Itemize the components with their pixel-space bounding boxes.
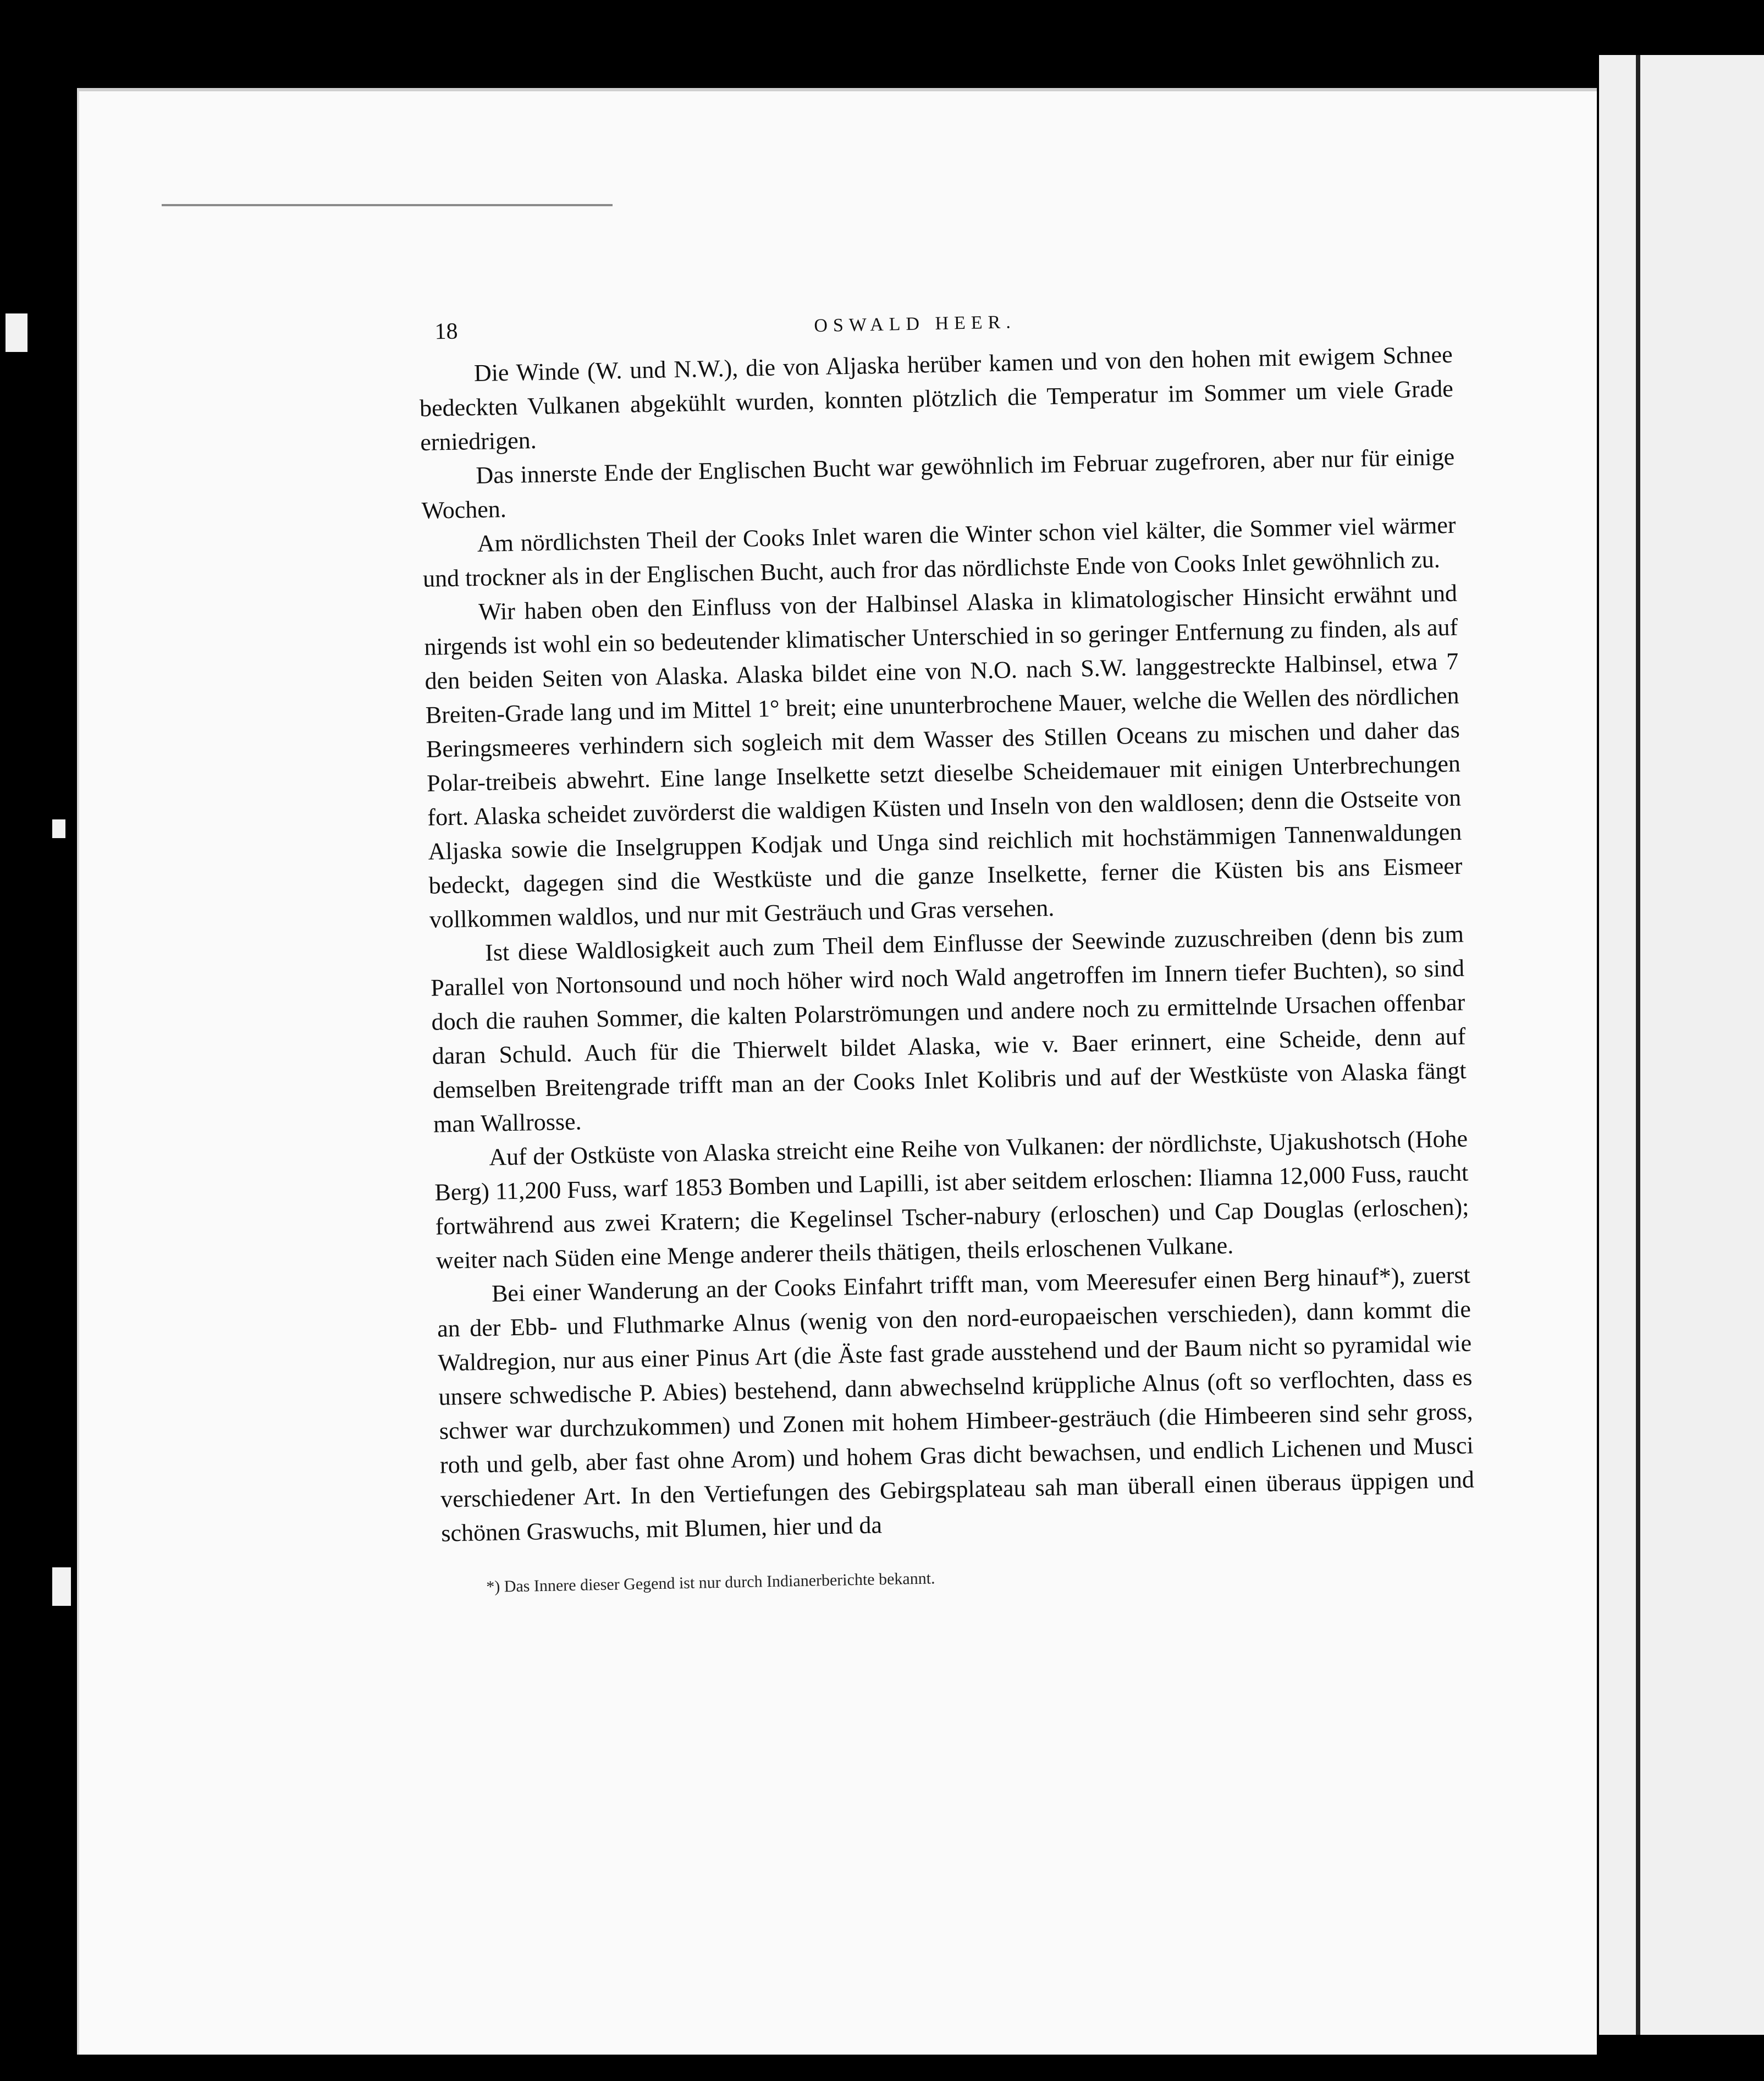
- margin-mark: [52, 819, 65, 838]
- paragraph: Auf der Ostküste von Alaska streicht eine Reihe von Vulkanen: der nördlichste, Ujakushotsch (Hohe Berg) 11,200 Fuss, warf 1853 Bomben und Lapilli, ist aber seitdem erloschen: Iliamna 12,000 Fuss, raucht fortwährend aus zwei Kratern; die Kegelinsel Tscher-nabury (erloschen) und Cap Douglas (erloschen); weiter nach Süden eine Menge anderer theils thätigen, theils erloschenen Vulkane.: [434, 1125, 1469, 1274]
- paragraph: Am nördlichsten Theil der Cooks Inlet waren die Winter schon viel kälter, die Sommer viel wärmer und trockner als in der Englischen Bucht, auch fror das nördlichste Ende von Cooks Inlet gewöhnlich zu.: [422, 511, 1457, 592]
- running-head: OSWALD HEER.: [814, 312, 1017, 337]
- paragraph: Die Winde (W. und N.W.), die von Aljaska herüber kamen und von den hohen mit ewigem Schnee bedeckten Vulkanen abgekühlt wurden, konnten plötzlich die Temperatur im Sommer um viele Grade erniedrigen.: [419, 340, 1454, 456]
- body-text: [418, 338, 1475, 1551]
- facing-page: [1599, 55, 1764, 2035]
- top-rule: [162, 204, 613, 206]
- footnote: *) Das Innere dieser Gegend ist nur durch Indianerberichte bekannt.: [486, 1569, 935, 1596]
- paragraph: Wir haben oben den Einfluss von der Halbinsel Alaska in klimatologischer Hinsicht erwähnt und nirgends ist wohl ein so bedeutender klimatischer Unterschied in so geringer Entfernung zu finden, als auf den beiden Seiten von Alaska. Alaska bildet eine von N.O. nach S.W. langgestreckte Halbinsel, etwa 7 Breiten-Grade lang und im Mittel 1° breit; eine ununterbrochene Mauer, welche die Wellen des nördlichen Beringsmeeres verhindern sich sogleich mit dem Wasser des Stillen Oceans zu mischen und daher das Polar-treibeis abwehrt. Eine lange Inselkette setzt dieselbe Scheidemauer mit einigen Unterbrechungen fort. Alaska scheidet zuvörderst die waldigen Küsten und Inseln von den waldlosen; denn die Ostseite von Aljaska sowie die Inselgruppen Kodjak und Unga sind reichlich mit hochstämmigen Tannenwaldungen bedeckt, dagegen sind die Westküste und die ganze Inselkette, ferner die Küsten bis ans Eismeer vollkommen waldlos, und nur mit Gesträuch und Gras versehen.: [423, 579, 1463, 933]
- margin-mark: [52, 1567, 71, 1606]
- facing-page-edge: [1636, 55, 1640, 2035]
- page-number: 18: [434, 318, 458, 345]
- paragraph: Bei einer Wanderung an der Cooks Einfahrt trifft man, vom Meeresufer einen Berg hinauf*), zuerst an der Ebb- und Fluthmarke Alnus (wenig von den nord-europaeischen verschieden), dann kommt die Waldregion, nur aus einer Pinus Art (die Äste fast grade ausstehend und der Baum nicht so pyramidal wie unsere schwedische P. Abies) bestehend, dann abwechselnd krüppliche Alnus (oft so verflochten, dass es schwer war durchzukommen) und Zonen mit hohem Himbeer-gesträuch (die Himbeeren sind sehr gross, roth und gelb, aber fast ohne Arom) und hohem Gras dicht bewachsen, und endlich Lichenen und Musci verschiedener Art. In den Vertiefungen des Gebirgsplateau sah man überall einen überaus üppigen und schönen Graswuchs, mit Blumen, hier und da: [437, 1261, 1475, 1547]
- paragraph: Das innerste Ende der Englischen Bucht war gewöhnlich im Februar zugefroren, aber nur für einige Wochen.: [421, 443, 1455, 524]
- text-block: [418, 299, 1476, 1599]
- margin-mark: [5, 313, 27, 352]
- paragraph: Ist diese Waldlosigkeit auch zum Theil dem Einflusse der Seewinde zuzuschreiben (denn bis zum Parallel von Nortonsound und noch höher wird noch Wald angetroffen im Innern tiefer Buchten), so sind doch die rauhen Sommer, die kalten Polarströmungen und andere noch zu ermittelnde Ursachen offenbar daran Schuld. Auch für die Thierwelt bildet Alaska, wie v. Baer erinnert, eine Scheide, denn auf demselben Breitengrade trifft man an der Cooks Inlet Kolibris und auf der Westküste von Alaska fängt man Wallrosse.: [430, 920, 1467, 1138]
